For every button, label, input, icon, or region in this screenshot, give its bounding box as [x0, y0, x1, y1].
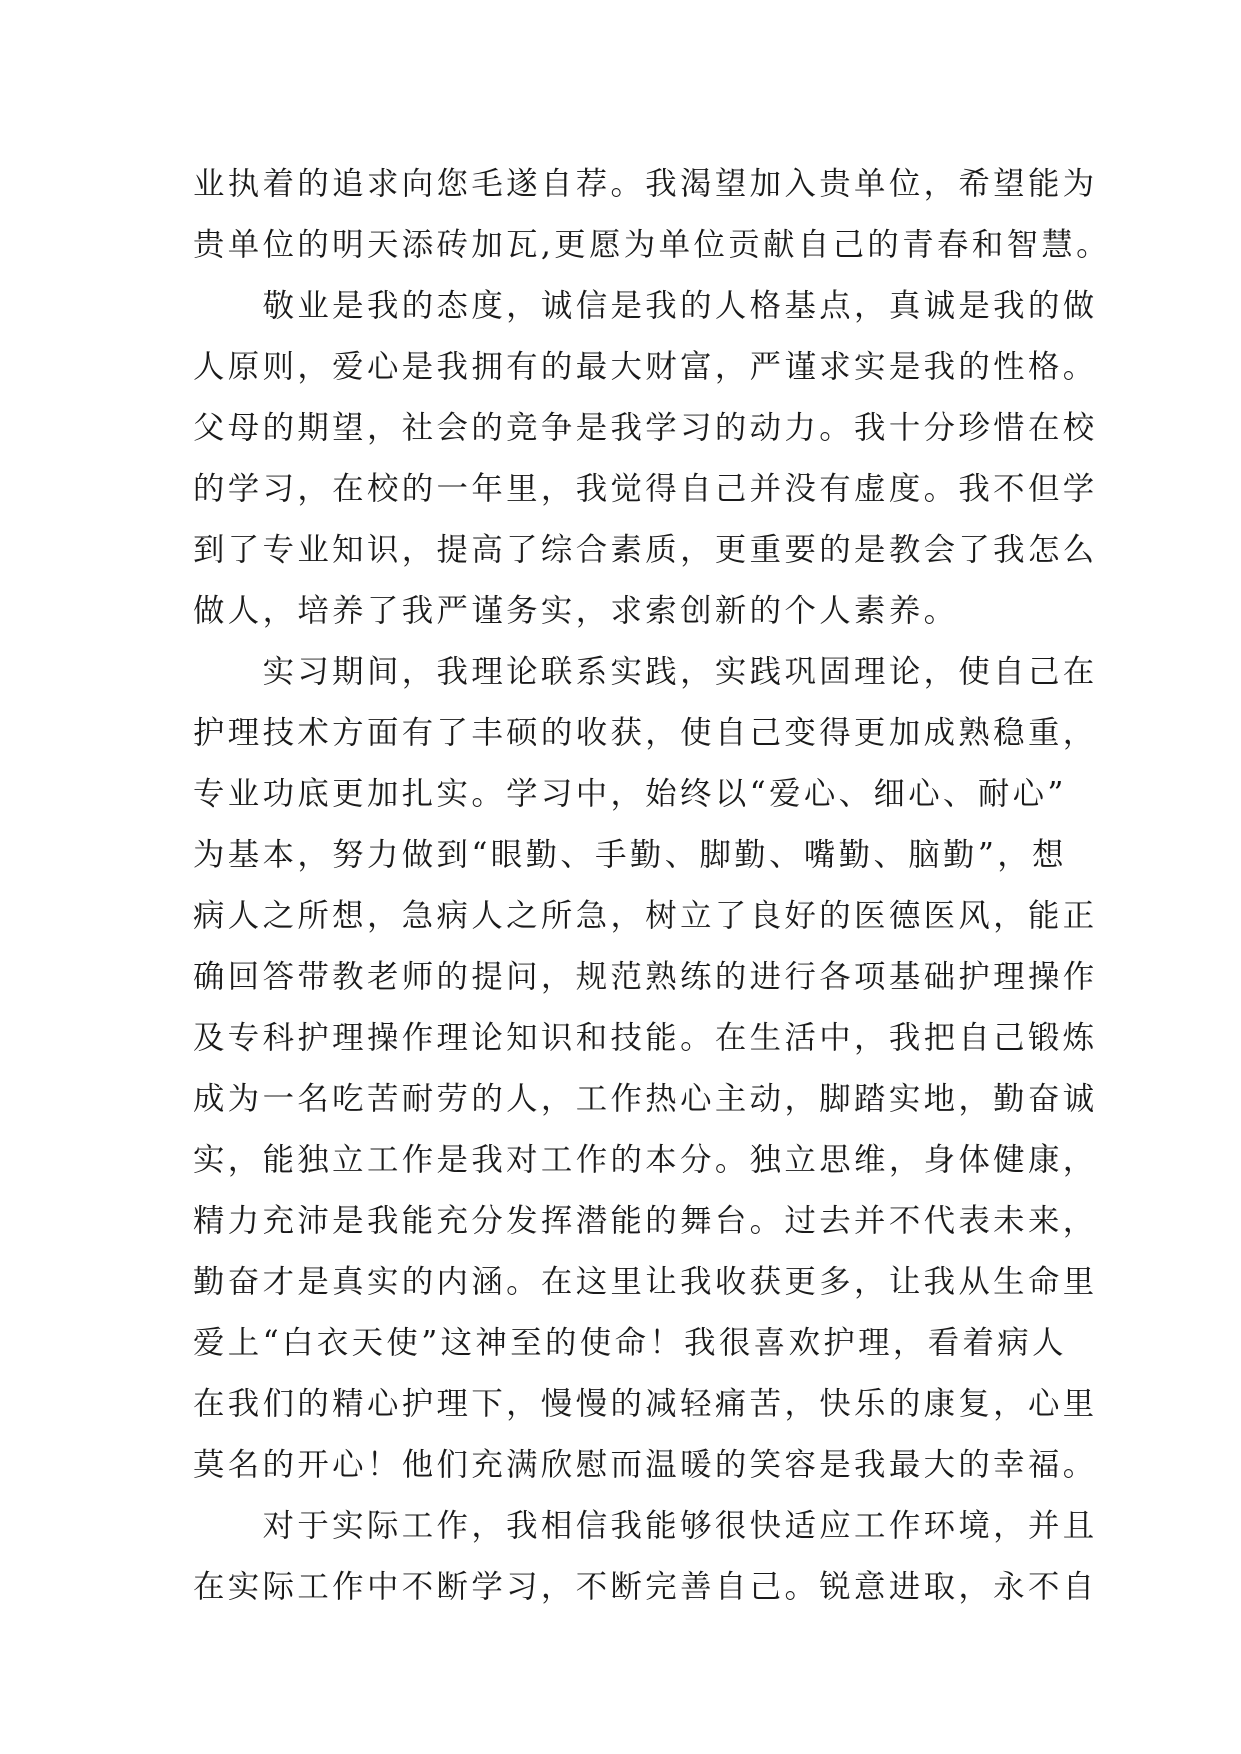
text-line: 专业功底更加扎实。学习中，始终以“爱心、细心、耐心”	[193, 776, 1067, 812]
text-line: 精力充沛是我能充分发挥潜能的舞台。过去并不代表未来，	[193, 1203, 1098, 1239]
text-line: 对于实际工作，我相信我能够很快适应工作环境，并且	[193, 1508, 1098, 1544]
text-line: 病人之所想，急病人之所急，树立了良好的医德医风，能正	[193, 898, 1098, 934]
text-line: 敬业是我的态度，诚信是我的人格基点，真诚是我的做	[193, 288, 1098, 324]
text-line: 在我们的精心护理下，慢慢的减轻痛苦，快乐的康复，心里	[193, 1386, 1098, 1422]
text-line: 莫名的开心！他们充满欣慰而温暖的笑容是我最大的幸福。	[193, 1447, 1098, 1483]
text-line: 在实际工作中不断学习，不断完善自己。锐意进取，永不自	[193, 1569, 1098, 1605]
body-text	[193, 154, 1111, 1618]
text-line: 及专科护理操作理论知识和技能。在生活中，我把自己锻炼	[193, 1020, 1098, 1056]
text-line: 护理技术方面有了丰硕的收获，使自己变得更加成熟稳重，	[193, 715, 1098, 751]
text-line: 成为一名吃苦耐劳的人，工作热心主动，脚踏实地，勤奋诚	[193, 1081, 1098, 1117]
text-line: 人原则，爱心是我拥有的最大财富，严谨求实是我的性格。	[193, 349, 1098, 385]
text-line: 的学习，在校的一年里，我觉得自己并没有虚度。我不但学	[193, 471, 1098, 507]
text-line: 实，能独立工作是我对工作的本分。独立思维，身体健康，	[193, 1142, 1098, 1178]
text-line: 勤奋才是真实的内涵。在这里让我收获更多，让我从生命里	[193, 1264, 1098, 1300]
text-line: 爱上“白衣天使”这神至的使命！我很喜欢护理，看着病人	[193, 1325, 1067, 1361]
text-line: 业执着的追求向您毛遂自荐。我渴望加入贵单位，希望能为	[193, 166, 1098, 202]
text-line: 做人，培养了我严谨务实，求索创新的个人素养。	[193, 593, 959, 629]
text-line: 为基本，努力做到“眼勤、手勤、脚勤、嘴勤、脑勤”，想	[193, 837, 1067, 873]
text-line: 父母的期望，社会的竞争是我学习的动力。我十分珍惜在校	[193, 410, 1098, 446]
text-line: 贵单位的明天添砖加瓦,更愿为单位贡献自己的青春和智慧。	[193, 227, 1111, 263]
text-line: 确回答带教老师的提问，规范熟练的进行各项基础护理操作	[193, 959, 1098, 995]
text-line: 实习期间，我理论联系实践，实践巩固理论，使自己在	[193, 654, 1098, 690]
text-line: 到了专业知识，提高了综合素质，更重要的是教会了我怎么	[193, 532, 1098, 568]
